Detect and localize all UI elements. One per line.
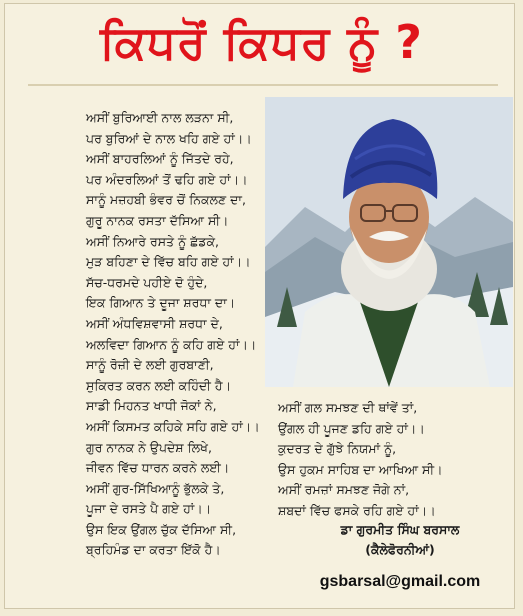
author-place: (ਕੈਲੇਫੋਰਨੀਆਂ) <box>365 542 435 557</box>
poem-line: ਅਸੀਂ ਕਿਸਮਤ ਕਹਿਕੇ ਸਹਿ ਗਏ ਹਾਂ।। <box>86 418 260 434</box>
poem-line: ਅਸੀਂ ਰਮਜ਼ਾਂ ਸਮਝਣ ਜੋਗੇ ਨਾਂ, <box>278 482 410 498</box>
poem-line: ਸਾਨੂੰ ਰੋਜ਼ੀ ਦੇ ਲਈ ਗੁਰਬਾਣੀ, <box>86 357 214 373</box>
poem-line: ਸ਼ਬਦਾਂ ਵਿੱਚ ਫਸਕੇ ਰਹਿ ਗਏ ਹਾਂ।। <box>278 502 436 518</box>
author-signature <box>290 520 510 560</box>
poem-line: ਅਸੀਂ ਨਿਆਰੇ ਰਸਤੇ ਨੂੰ ਛੱਡਕੇ, <box>86 233 219 249</box>
poem-line: ਸਾਡੀ ਮਿਹਨਤ ਖਾਧੀ ਜੋਕਾਂ ਨੇ, <box>86 398 217 414</box>
poem-line: ਪਰ ਬੁਰਿਆਂ ਦੇ ਨਾਲ ਖਹਿ ਗਏ ਹਾਂ।। <box>86 130 252 146</box>
poem-line: ਅਸੀਂ ਬਾਹਰਲਿਆਂ ਨੂੰ ਜਿੱਤਦੇ ਰਹੇ, <box>86 151 234 167</box>
poem-line: ਕੁਦਰਤ ਦੇ ਗੁੱਝੇ ਨਿਯਮਾਂ ਨੂੰ, <box>278 441 397 457</box>
poem-line: ਅਸੀਂ ਗੁਰ-ਸਿੱਖਿਆਨੂੰ ਭੁੱਲਕੇ ਤੇ, <box>86 480 225 496</box>
poem-line: ਜੀਵਨ ਵਿੱਚ ਧਾਰਨ ਕਰਨੇ ਲਈ। <box>86 460 230 476</box>
poem-line: ਉਸ ਹੁਕਮ ਸਾਹਿਬ ਦਾ ਆਖਿਆ ਸੀ। <box>278 461 443 477</box>
page-title: ਕਿਧਰੋਂ ਕਿਧਰ ਨੂੰ ? <box>100 15 423 69</box>
poem-line: ਪਰ ਅੰਦਰਲਿਆਂ ਤੋਂ ਢਹਿ ਗਏ ਹਾਂ।। <box>86 171 248 187</box>
poem-line: ਸੁਕਿਰਤ ਕਰਨ ਲਈ ਕਹਿੰਦੀ ਹੈ। <box>86 377 232 393</box>
poem-line: ਅਸੀਂ ਬੁਰਿਆਈ ਨਾਲ ਲੜਨਾ ਸੀ, <box>86 110 234 125</box>
poem-line: ਮੁੜ ਬਹਿਣਾ ਦੇ ਵਿੱਚ ਬਹਿ ਗਏ ਹਾਂ।। <box>86 254 251 270</box>
poem-right-column <box>278 398 510 522</box>
poem-line: ਬ੍ਰਹਿਮੰਡ ਦਾ ਕਰਤਾ ਇੱਕੋ ਹੈ। <box>86 542 221 558</box>
poem-line: ਸੱਚ-ਧਰਮਦੇ ਪਹੀਏ ਦੋ ਹੁੰਦੇ, <box>86 274 208 290</box>
author-photo <box>265 97 513 387</box>
poem-line: ਅਲਵਿਦਾ ਗਿਆਨ ਨੂੰ ਕਹਿ ਗਏ ਹਾਂ।। <box>86 336 257 352</box>
poem-line: ਗੁਰ ਨਾਨਕ ਨੇ ਉਪਦੇਸ਼ ਲਿਖੇ, <box>86 439 212 455</box>
poem-line: ਉਂਗਲ ਹੀ ਪੂਜਣ ਡਹਿ ਗਏ ਹਾਂ।। <box>278 420 425 436</box>
poem-line: ਉਸ ਇਕ ਉਂਗਲ ਚੁੱਕ ਦੱਸਿਆ ਸੀ, <box>86 521 237 537</box>
poem-line: ਅਸੀਂ ਅੰਧਵਿਸ਼ਵਾਸੀ ਸ਼ਰਧਾ ਦੇ, <box>86 315 223 331</box>
author-email-link[interactable]: gsbarsal@gmail.com <box>319 573 481 590</box>
poem-line: ਪੂਜਾ ਦੇ ਰਸਤੇ ਪੈ ਗਏ ਹਾਂ।। <box>86 501 212 517</box>
poem-line: ਗੁਰੂ ਨਾਨਕ ਰਸਤਾ ਦੱਸਿਆ ਸੀ। <box>86 212 229 228</box>
title-divider <box>28 84 498 86</box>
poem-line: ਸਾਨੂੰ ਮਜ਼ਹਬੀ ਭੰਵਰ ਚੋਂ ਨਿਕਲਣ ਦਾ, <box>86 192 246 208</box>
poem-line: ਅਸੀਂ ਗਲ ਸਮਝਣ ਦੀ ਥਾਂਵੇਂ ਤਾਂ, <box>278 400 418 415</box>
author-name: ਡਾ ਗੁਰਮੀਤ ਸਿੰਘ ਬਰਸਾਲ <box>340 522 460 537</box>
poem-line: ਇਕ ਗਿਆਨ ਤੇ ਦੂਜਾ ਸ਼ਰਧਾ ਦਾ। <box>86 295 236 311</box>
